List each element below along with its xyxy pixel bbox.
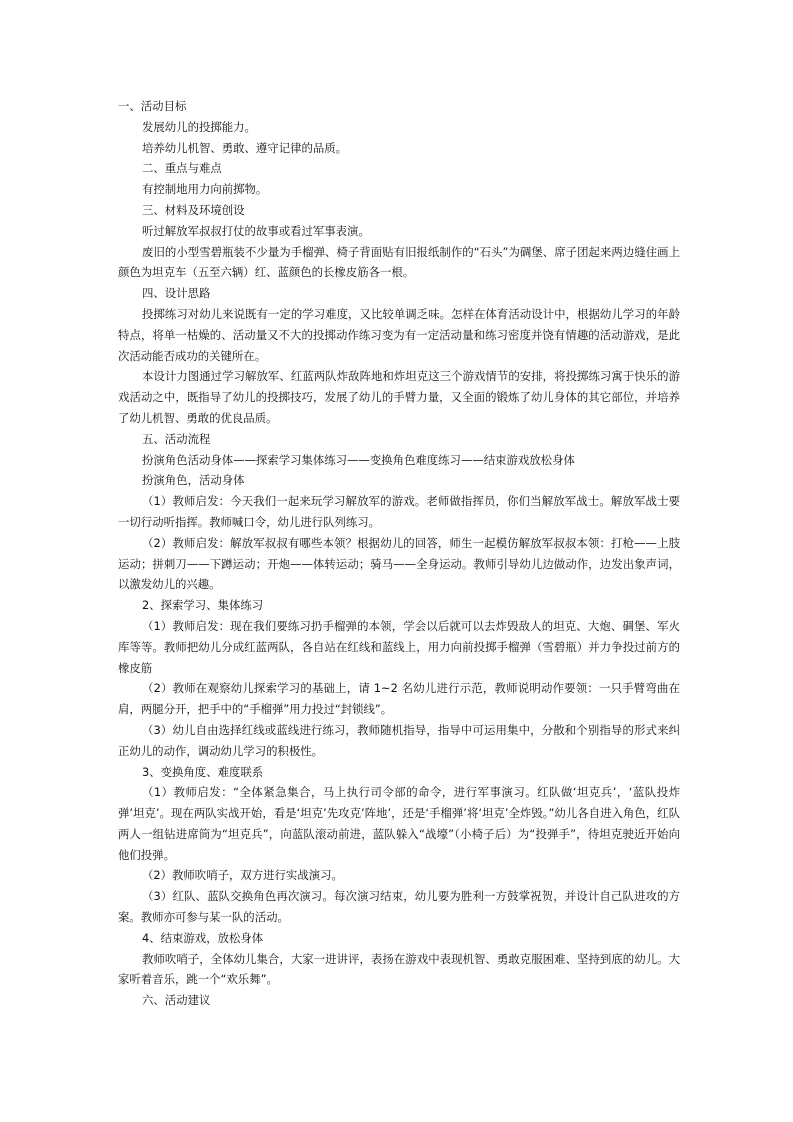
paragraph: 废旧的小型雪碧瓶装不少量为手榴弹、椅子背面贴有旧报纸制作的“石头”为碉堡、席子团起来两边缝住画上颜色为坦克车（五至六辆）红、蓝颜色的长橡皮筋各一根。 (118, 244, 680, 280)
subheading: 4、结束游戏，放松身体 (142, 930, 264, 945)
section-heading-key-points: 二、重点与难点 (142, 161, 222, 176)
paragraph: 有控制地用力向前掷物。 (142, 182, 268, 197)
paragraph: 本设计力图通过学习解放军、红蓝两队炸敌阵地和炸坦克这三个游戏情节的安排，将投掷练习寓于快乐的游戏活动之中，既指导了幼儿的投掷技巧，发展了幼儿的手臂力量，又全面的锻炼了幼儿身体的其它部位，并培养了幼儿机智、勇敢的优良品质。 (118, 369, 680, 425)
paragraph: （3）幼儿自由选择红线或蓝线进行练习，教师随机指导，指导中可运用集中，分散和个别指导的形式来纠正幼儿的动作，调动幼儿学习的积极性。 (118, 722, 680, 758)
section-heading-process: 五、活动流程 (142, 431, 211, 446)
subheading: 扮演角色，活动身体 (142, 473, 245, 488)
section-heading-suggestions: 六、活动建议 (142, 993, 211, 1008)
paragraph: 教师吹哨子，全体幼儿集合，大家一进讲评，表扬在游戏中表现机智、勇敢克服困难、坚持到底的幼儿。大家听着音乐，跳一个“欢乐舞”。 (118, 951, 680, 987)
paragraph: （1）教师启发：现在我们要练习扔手榴弹的本领，学会以后就可以去炸毁敌人的坦克、大炮、碉堡、军火库等等。教师把幼儿分成红蓝两队，各自站在红线和蓝线上，用力向前投掷手榴弹（雪碧瓶）并力争投过前方的橡皮筋 (118, 618, 680, 675)
paragraph: （1）教师启发：今天我们一起来玩学习解放军的游戏。老师做指挥员，你们当解放军战士。解放军战士要一切行动听指挥。教师喊口令，幼儿进行队列练习。 (118, 494, 680, 529)
paragraph: 扮演角色活动身体——探索学习集体练习——变换角色难度练习——结束游戏放松身体 (142, 452, 575, 467)
section-heading-materials: 三、材料及环境创设 (142, 202, 245, 217)
paragraph: 培养幼儿机智、勇敢、遵守记律的品质。 (142, 140, 348, 155)
paragraph: （1）教师启发：“全体紧急集合，马上执行司令部的命令，进行军事演习。红队做‘坦克兵’，‘蓝队投炸弹’坦克’。现在两队实战开始，看是‘坦克’先攻克’阵地’，还是‘手榴弹’将‘坦克’全炸毁。”幼儿各自进入角色，红队两人一组钻进席筒为“坦克兵”，向蓝队滚动前进，蓝队躲入“战壕”（小椅子后）为“投弹手”，待坦克驶近开始向他们投弹。 (118, 785, 680, 862)
paragraph: （2）教师在观察幼儿探索学习的基础上，请 1~2 名幼儿进行示范，教师说明动作要领：一只手臂弯曲在肩，两腿分开，把手中的“手榴弹”用力投过“封锁线”。 (118, 681, 680, 717)
paragraph: 听过解放军叔叔打仗的故事或看过军事表演。 (142, 223, 370, 238)
section-heading-design: 四、设计思路 (142, 286, 211, 301)
paragraph: 投掷练习对幼儿来说既有一定的学习难度，又比较单调乏味。怎样在体育活动设计中，根据幼儿学习的年龄特点，将单一枯燥的、活动量又不大的投掷动作练习变为有一定活动量和练习密度并饶有情趣的活动游戏，是此次活动能否成功的关键所在。 (118, 306, 680, 363)
document-body (118, 96, 680, 1011)
paragraph: 发展幼儿的投掷能力。 (142, 119, 256, 134)
paragraph: （2）教师吹哨子，双方进行实战演习。 (142, 868, 343, 883)
paragraph: （3）红队、蓝队交换角色再次演习。每次演习结束，幼儿要为胜利一方鼓掌祝贺，并设计自己队进攻的方案。教师亦可参与某一队的活动。 (118, 889, 680, 925)
paragraph: （2）教师启发：解放军叔叔有哪些本领？根据幼儿的回答，师生一起模仿解放军叔叔本领：打枪——上肢运动；拼刺刀——下蹲运动；开炮——体转运动；骑马——全身运动。教师引导幼儿边做动作，边发出象声词，以激发幼儿的兴趣。 (118, 535, 680, 592)
section-heading-goals: 一、活动目标 (118, 99, 187, 113)
subheading: 3、变换角度、难度联系 (142, 764, 264, 779)
subheading: 2、探索学习、集体练习 (142, 598, 264, 613)
